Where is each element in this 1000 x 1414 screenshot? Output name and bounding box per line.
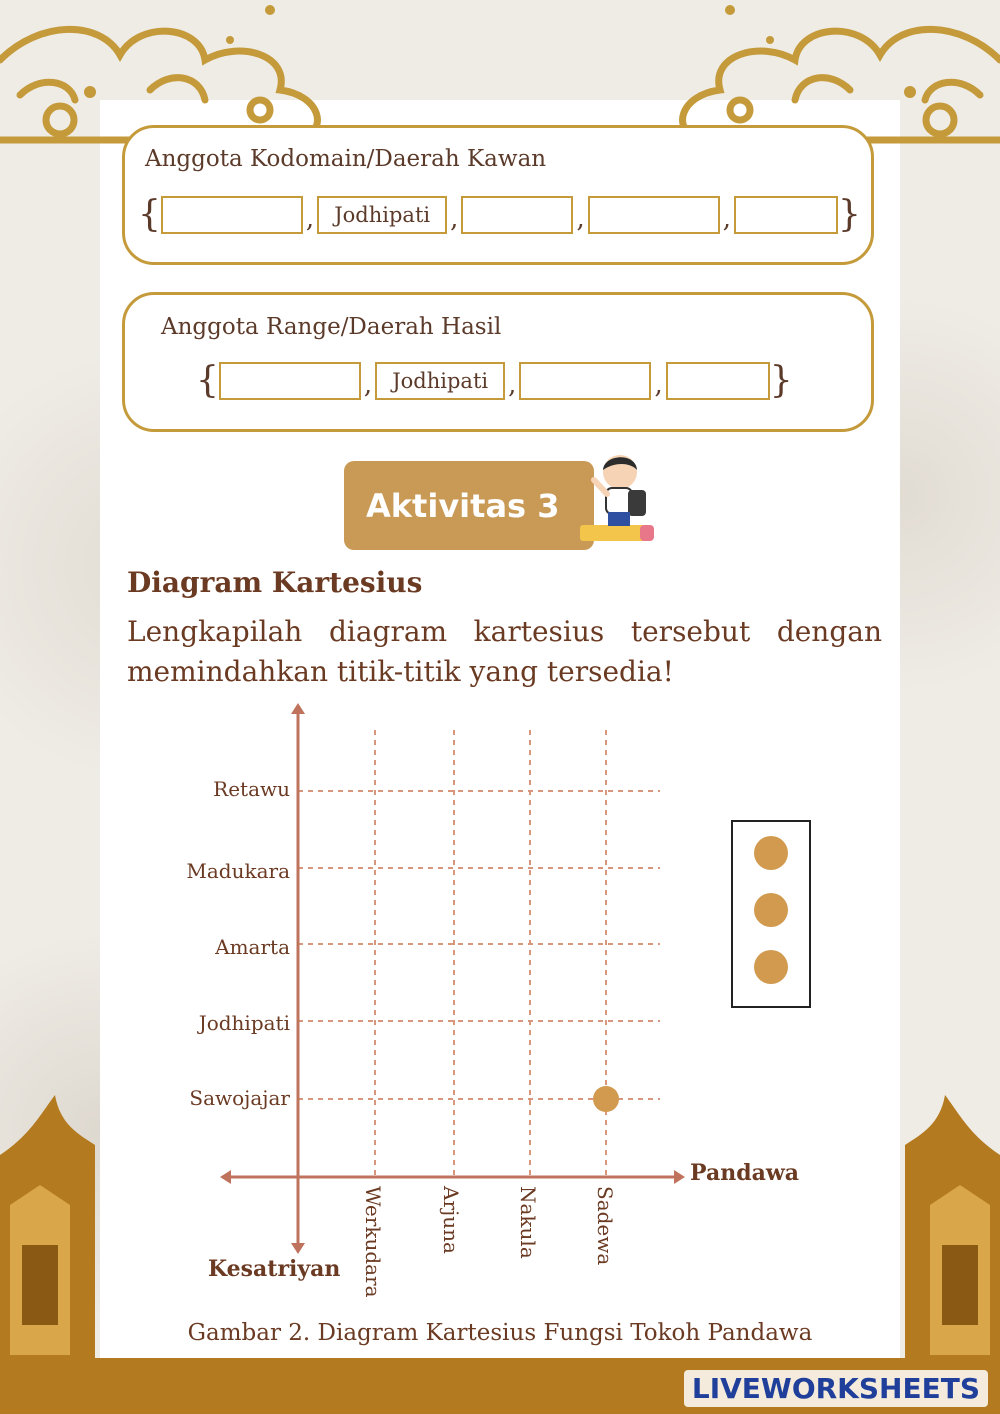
comma: ,	[722, 204, 731, 234]
section-title: Diagram Kartesius	[127, 566, 423, 599]
comma: ,	[450, 204, 459, 234]
activity-label: Aktivitas 3	[366, 486, 560, 525]
comma: ,	[576, 204, 585, 234]
open-brace: {	[196, 360, 219, 401]
y-axis-name: Kesatriyan	[208, 1256, 341, 1282]
instruction-text: Lengkapilah diagram kartesius tersebut dengan memindahkan titik-titik yang tersedia!	[127, 615, 882, 688]
y-label-sawojajar: Sawojajar	[189, 1086, 290, 1110]
y-label-amarta: Amarta	[215, 935, 290, 959]
comma: ,	[654, 370, 663, 400]
y-label-madukara: Madukara	[186, 859, 290, 883]
kodomain-slot-3[interactable]	[461, 196, 573, 234]
draggable-point-1[interactable]	[754, 836, 788, 870]
range-slot-4[interactable]	[666, 362, 770, 400]
gate-ornament-left	[0, 1095, 100, 1365]
range-slot-jodhipati: Jodhipati	[375, 362, 505, 400]
comma: ,	[363, 370, 373, 400]
close-brace: }	[769, 360, 793, 401]
open-brace: {	[138, 194, 161, 235]
kodomain-slot-4[interactable]	[588, 196, 720, 234]
kodomain-slot-jodhipati: Jodhipati	[317, 196, 447, 234]
y-label-retawu: Retawu	[213, 777, 290, 801]
draggable-point-3[interactable]	[754, 950, 788, 984]
y-label-jodhipati: Jodhipati	[198, 1011, 290, 1035]
kodomain-slot-5[interactable]	[734, 196, 838, 234]
liveworksheets-logo: LIVEWORKSHEETS	[684, 1370, 988, 1407]
kodomain-slot-1[interactable]	[161, 196, 303, 234]
kodomain-label: Anggota Kodomain/Daerah Kawan	[145, 146, 547, 172]
comma: ,	[508, 370, 517, 400]
range-slot-3[interactable]	[519, 362, 651, 400]
draggable-point-2[interactable]	[754, 893, 788, 927]
gate-ornament-right	[900, 1095, 1000, 1365]
x-label-sadewa: Sadewa	[593, 1186, 617, 1266]
range-slot-1[interactable]	[219, 362, 361, 400]
x-label-arjuna: Arjuna	[439, 1186, 463, 1254]
activity-badge	[344, 461, 594, 550]
comma: ,	[305, 204, 315, 234]
close-brace: }	[837, 194, 861, 235]
range-set	[196, 362, 793, 400]
figure-caption: Gambar 2. Diagram Kartesius Fungsi Tokoh Pandawa	[187, 1320, 813, 1346]
kodomain-set	[138, 196, 861, 234]
student-on-pencil-illustration	[580, 450, 660, 560]
x-label-werkudara: Werkudara	[361, 1186, 385, 1298]
x-axis-name: Pandawa	[690, 1160, 800, 1186]
range-label: Anggota Range/Daerah Hasil	[161, 314, 502, 340]
x-label-nakula: Nakula	[516, 1186, 540, 1259]
